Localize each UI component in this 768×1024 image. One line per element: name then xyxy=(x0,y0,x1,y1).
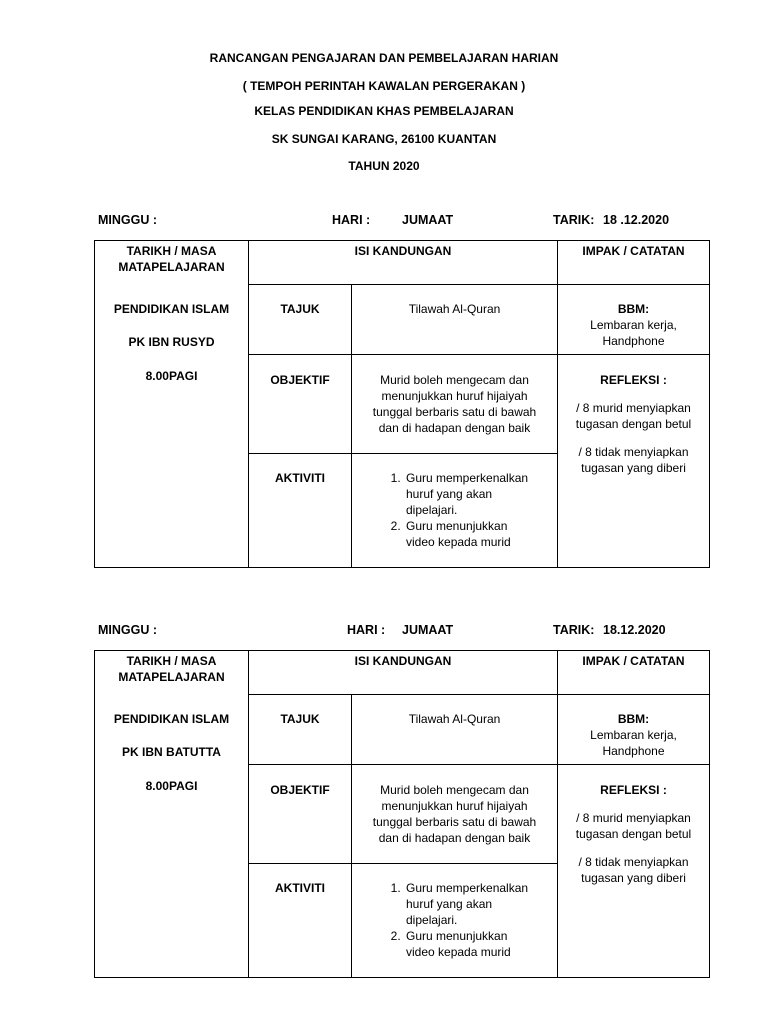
tajuk-value: Tilawah Al-Quran xyxy=(408,302,501,316)
hari-label: HARI : xyxy=(347,623,386,637)
hari-value: JUMAAT xyxy=(402,213,454,227)
tarikh-label: TARIK: xyxy=(553,213,595,227)
objektif-label: OBJEKTIF xyxy=(270,783,330,797)
col-header-impact: IMPAK / CATATAN xyxy=(582,244,685,258)
hari-value: JUMAAT xyxy=(402,623,454,637)
minggu-label: MINGGU : xyxy=(98,623,158,637)
objektif-text: Murid boleh mengecam dan menunjukkan huruf hijaiyah tunggal berbaris satu di bawah dan di hadapan dengan baik xyxy=(372,783,537,845)
aktiviti-item: 2. Guru menunjukkan video kepada murid xyxy=(404,518,579,550)
subject-name: PENDIDIKAN ISLAM xyxy=(113,712,230,726)
aktiviti-list xyxy=(379,470,579,550)
lesson-table xyxy=(94,240,710,568)
aktiviti-list xyxy=(379,880,579,960)
col-header-impact: IMPAK / CATATAN xyxy=(582,654,685,668)
col-header-date-subject: TARIKH / MASA MATAPELAJARAN xyxy=(118,654,225,684)
aktiviti-item: 2. Guru menunjukkan video kepada murid xyxy=(404,928,579,960)
doc-title: RANCANGAN PENGAJARAN DAN PEMBELAJARAN HARIAN xyxy=(209,51,559,65)
col-header-content: ISI KANDUNGAN xyxy=(354,654,452,668)
doc-year: TAHUN 2020 xyxy=(348,159,420,173)
aktiviti-label: AKTIVITI xyxy=(275,471,325,485)
tarikh-value: 18.12.2020 xyxy=(603,623,666,637)
aktiviti-item: 1. Guru memperkenalkan huruf yang akan dipelajari. xyxy=(404,880,579,928)
tajuk-label: TAJUK xyxy=(280,302,320,316)
hari-label: HARI : xyxy=(332,213,371,227)
doc-subtitle-mco: ( TEMPOH PERINTAH KAWALAN PERGERAKAN ) xyxy=(242,79,526,93)
class-name: PK IBN RUSYD xyxy=(128,335,215,349)
minggu-label: MINGGU : xyxy=(98,213,158,227)
doc-class-name: KELAS PENDIDIKAN KHAS PEMBELAJARAN xyxy=(254,104,514,118)
doc-school-name: SK SUNGAI KARANG, 26100 KUANTAN xyxy=(271,132,497,146)
lesson-time: 8.00PAGI xyxy=(145,369,198,383)
col-header-date-subject: TARIKH / MASA MATAPELAJARAN xyxy=(118,244,225,274)
refleksi-block: REFLEKSI : / 8 murid menyiapkan tugasan dengan betul / 8 tidak menyiapkan tugasan yang diberi xyxy=(575,783,692,885)
refleksi-block: REFLEKSI : / 8 murid menyiapkan tugasan dengan betul / 8 tidak menyiapkan tugasan yang diberi xyxy=(575,373,692,475)
tarikh-label: TARIK: xyxy=(553,623,595,637)
tarikh-value: 18 .12.2020 xyxy=(603,213,670,227)
tajuk-value: Tilawah Al-Quran xyxy=(408,712,501,726)
subject-name: PENDIDIKAN ISLAM xyxy=(113,302,230,316)
col-header-content: ISI KANDUNGAN xyxy=(354,244,452,258)
aktiviti-label: AKTIVITI xyxy=(275,881,325,895)
tajuk-label: TAJUK xyxy=(280,712,320,726)
objektif-text: Murid boleh mengecam dan menunjukkan huruf hijaiyah tunggal berbaris satu di bawah dan di hadapan dengan baik xyxy=(372,373,537,435)
lesson-time: 8.00PAGI xyxy=(145,779,198,793)
bbm-block: BBM: Lembaran kerja, Handphone xyxy=(590,302,677,348)
aktiviti-item: 1. Guru memperkenalkan huruf yang akan dipelajari. xyxy=(404,470,579,518)
objektif-label: OBJEKTIF xyxy=(270,373,330,387)
class-name: PK IBN BATUTTA xyxy=(122,745,221,759)
bbm-block: BBM: Lembaran kerja, Handphone xyxy=(590,712,677,758)
lesson-table xyxy=(94,650,710,978)
